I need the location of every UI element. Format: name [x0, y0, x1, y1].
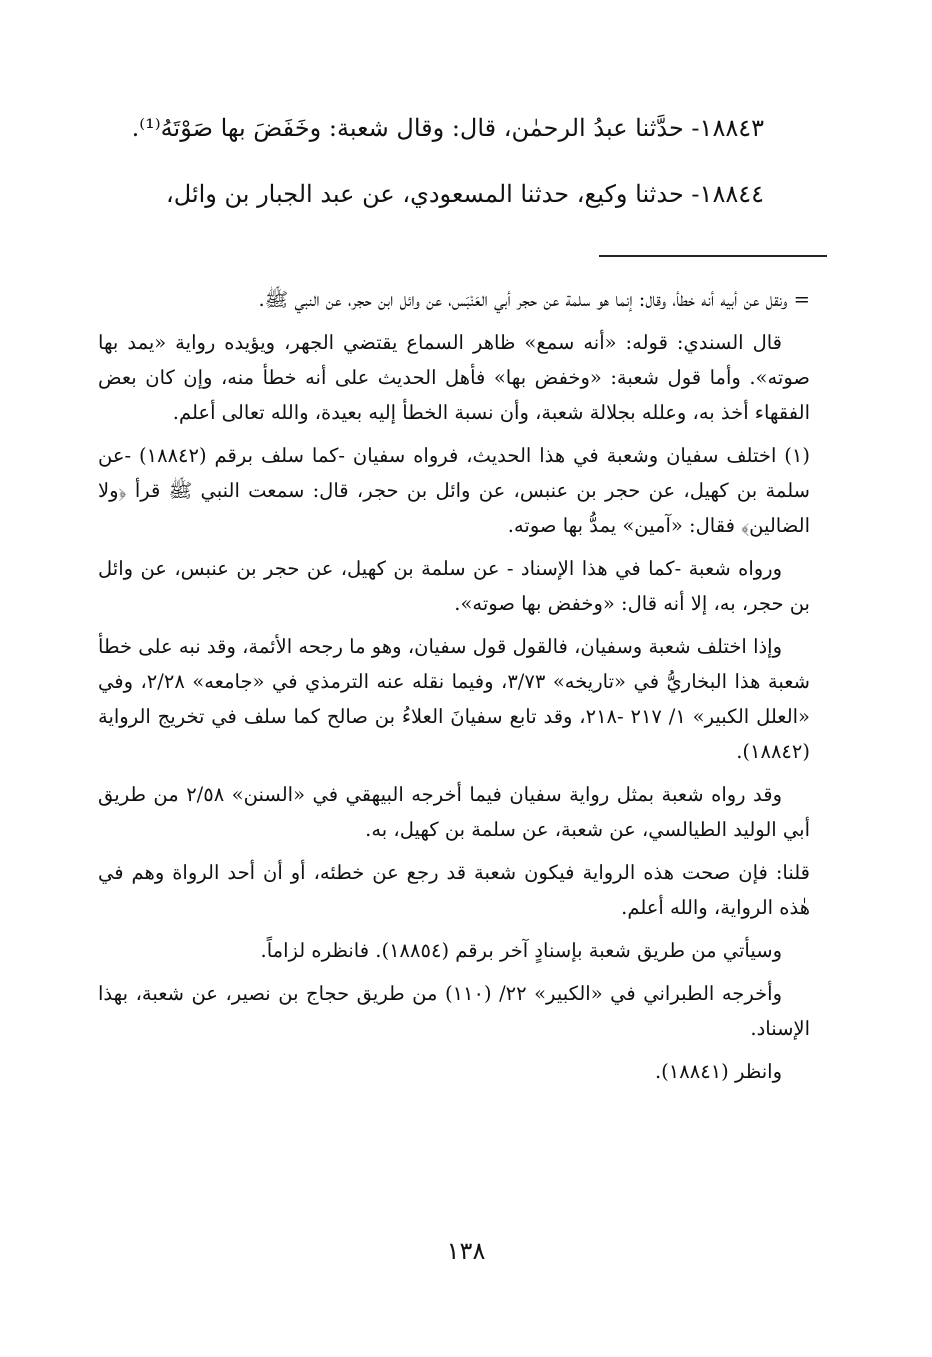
hadith-18844: ١٨٨٤٤- حدثنا وكيع، حدثنا المسعودي، عن عبد الجبار بن وائل، — [166, 180, 764, 208]
main-text — [100, 108, 764, 240]
footnote-paragraph: وقد رواه شعبة بمثل رواية سفيان فيما أخرجه البيهقي في «السنن» ٢/٥٨ من طريق أبي الوليد الطيالسي، عن شعبة، عن سلمة بن كهيل، به. — [98, 783, 810, 841]
footnote-paragraph: قال السندي: قوله: «أنه سمع» ظاهر السماع يقتضي الجهر، ويؤيده رواية «يمد بها صوته». وأما قول شعبة: «وخفض بها» فأهل الحديث على أنه خطأ منه، وإن كان بعض الفقهاء أخذ به، وعلله بجلالة شعبة، وأن نسبة الخطأ إليه بعيدة، والله تعالى أعلم. — [98, 331, 810, 424]
page-number: ١٣٨ — [446, 1237, 486, 1265]
footnote-paragraph: = ونقل عن أبيه أنه خطأ، وقال: إنما هو سلمة عن حجر أبي العَنْبَس، عن وائل ابن حجر، عن النبي ﷺ. — [258, 288, 810, 311]
footnote-paragraph: وسيأتي من طريق شعبة بإسنادٍ آخر برقم (١٨٨٥٤). فانظره لزاماً. — [260, 939, 782, 962]
footnote-paragraph: وإذا اختلف شعبة وسفيان، فالقول قول سفيان، وهو ما رجحه الأئمة، وقد نبه على خطأ شعبة هذا البخاريُّ في «تاريخه» ٣/٧٣، وفيما نقله عنه الترمذي في «جامعه» ٢/٢٨، وفي «العلل الكبير» ١/ ٢١٧ -٢١٨، وقد تابع سفيانَ العلاءُ بن صالح كما سلف في تخريج الرواية (١٨٨٤٢). — [98, 635, 811, 763]
footnote-paragraph: وأخرجه الطبراني في «الكبير» ٢٢/ (١١٠) من طريق حجاج بن نصير، عن شعبة، بهذا الإسناد. — [98, 982, 810, 1040]
footnote-1: (١) اختلف سفيان وشعبة في هذا الحديث، فرواه سفيان -كما سلف برقم (١٨٨٤٢) -عن سلمة بن كهيل، عن حجر بن عنبس، عن وائل بن حجر، قال: سمعت النبي ﷺ قرأ ﴿ولا الضالين﴾ فقال: «آمين» يمدُّ بها صوته. — [98, 444, 811, 537]
footnote-paragraph: قلنا: فإن صحت هذه الرواية فيكون شعبة قد رجع عن خطئه، أو أن أحد الرواة وهم في هٰذه الرواية، والله أعلم. — [98, 861, 810, 919]
footnote-paragraph: ورواه شعبة -كما في هذا الإسناد - عن سلمة بن كهيل، عن حجر بن عنبس، عن وائل بن حجر، به، إلا أنه قال: «وخفض بها صوته». — [98, 557, 810, 615]
footnotes — [98, 282, 810, 1097]
footnote-paragraph: وانظر (١٨٨٤١). — [654, 1060, 782, 1083]
hadith-18843: ١٨٨٤٣- حدَّثنا عبدُ الرحمٰن، قال: وقال شعبة: وخَفَضَ بها صَوْتَهُ⁽¹⁾. — [131, 114, 764, 142]
footnote-separator — [599, 255, 827, 257]
